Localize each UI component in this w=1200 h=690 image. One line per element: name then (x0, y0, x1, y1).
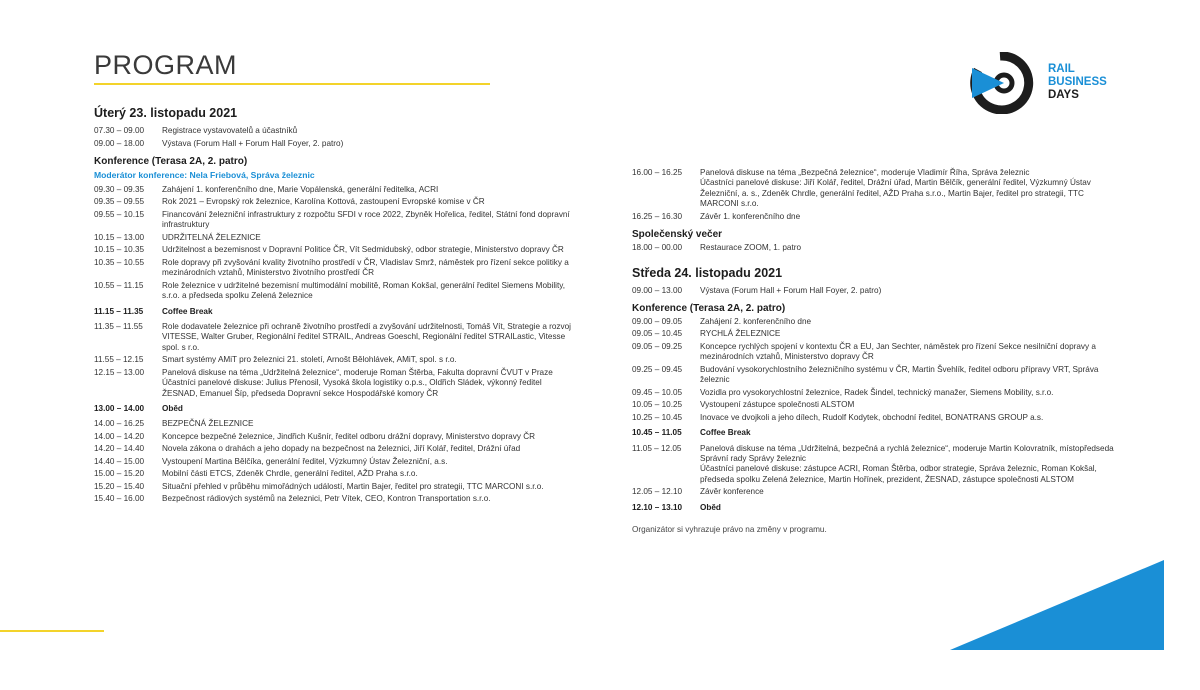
schedule-text-block (162, 368, 574, 399)
schedule-text: Coffee Break (162, 306, 213, 316)
schedule-text-block (162, 281, 574, 302)
organizer-note: Organizátor si vyhrazuje právo na změny v programu. (632, 525, 827, 535)
schedule-time: 12.10 – 13.10 (632, 502, 683, 512)
schedule-time: 09.55 – 10.15 (94, 209, 145, 219)
day1-schedule-list (94, 185, 574, 505)
schedule-text: Zahájení 1. konferenčního dne, Marie Vopálenská, generální ředitelka, ACRI (162, 184, 439, 194)
schedule-time: 09.30 – 09.35 (94, 184, 145, 194)
schedule-text: Role dopravy při zvyšování kvality životního prostředí v ČR, Vladislav Smrž, náměstek pro řízení sekce politiky a mezinárodních vztahů, Ministerstvo životního prostředí ČR (162, 257, 569, 278)
schedule-time: 07.30 – 09.00 (94, 126, 145, 135)
schedule-text: Mobilní části ETCS, Zdeněk Chrdle, generální ředitel, AŽD Praha s.r.o. (162, 469, 418, 479)
schedule-text-block (162, 233, 574, 243)
social-evening-heading: Společenský večer (632, 229, 723, 241)
schedule-time: 10.35 – 10.55 (94, 257, 145, 267)
schedule-text-block (700, 365, 1122, 386)
schedule-time: 11.55 – 12.15 (94, 355, 144, 365)
schedule-row (94, 307, 574, 317)
schedule-row (94, 404, 574, 414)
schedule-text-block (162, 185, 574, 195)
schedule-time: 15.00 – 15.20 (94, 469, 145, 479)
schedule-row (94, 368, 574, 399)
schedule-time: 09.00 – 18.00 (94, 138, 145, 148)
schedule-text-block (700, 212, 1122, 222)
schedule-row (94, 258, 574, 279)
schedule-text-block (162, 494, 574, 504)
schedule-time: 15.20 – 15.40 (94, 481, 145, 491)
day2-intro-list (632, 286, 1122, 296)
schedule-row (632, 243, 1122, 253)
schedule-row (632, 428, 1122, 438)
schedule-time: 13.00 – 14.00 (94, 403, 145, 413)
schedule-text-block (162, 307, 574, 317)
day1-conference-heading: Konference (Terasa 2A, 2. patro) (94, 155, 248, 167)
social-evening-list (632, 243, 1122, 253)
schedule-text-block (162, 432, 574, 442)
schedule-text-block (700, 329, 1122, 339)
schedule-text-block (162, 322, 574, 353)
schedule-text: Inovace ve dvojkoli a jeho dílech, Rudolf Kodytek, obchodní ředitel, BONATRANS GROUP a.s. (700, 412, 1044, 422)
schedule-text: Budování vysokorychlostního železničního systému v ČR, Martin Švehlík, ředitel odboru přípravy VRT, Správa železnic (700, 364, 1099, 385)
corner-triangle-decoration (950, 560, 1164, 650)
schedule-row (94, 233, 574, 243)
schedule-time: 09.35 – 09.55 (94, 197, 145, 207)
schedule-time: 10.15 – 13.00 (94, 232, 145, 242)
schedule-time: 10.45 – 11.05 (632, 428, 682, 438)
schedule-row (94, 139, 574, 149)
schedule-text-block (700, 487, 1122, 497)
schedule-row (632, 503, 1122, 513)
day1-intro-list (94, 126, 574, 149)
schedule-time: 16.25 – 16.30 (632, 211, 683, 221)
schedule-time: 09.05 – 09.25 (632, 341, 683, 351)
schedule-text-block (700, 317, 1122, 327)
schedule-row (632, 168, 1122, 210)
schedule-time: 09.00 – 13.00 (632, 285, 683, 295)
schedule-time: 11.35 – 11.55 (94, 321, 143, 331)
schedule-time: 15.40 – 16.00 (94, 494, 145, 504)
schedule-text-block (162, 419, 574, 429)
schedule-text: Panelová diskuse na téma „Udržitelná, bezpečná a rychlá železnice“, moderuje Martin Kolovratník, místopředseda Správní rady Správy železnic (700, 443, 1114, 463)
schedule-text: Role dodavatele železnice při ochraně životního prostředí a zvyšování udržitelnosti, Tomáš Vít, Strategie a rozvoj VITESSE, Walter Gruber, Regionální ředitel STRAIL, Andreas Goeschl, Regionální ředitel STRAILastic, Vitesse spol. s r.o. (162, 321, 571, 352)
schedule-time: 14.40 – 15.00 (94, 456, 145, 466)
schedule-row (94, 355, 574, 365)
schedule-text-block (700, 286, 1122, 296)
schedule-text: Financování železniční infrastruktury z rozpočtu SFDI v roce 2022, Zbyněk Hořelica, ředitel, Státní fond dopravní infrastruktury (162, 209, 570, 230)
schedule-text: Koncepce bezpečné železnice, Jindřich Kušnír, ředitel odboru drážní dopravy, Ministerstvo dopravy ČR (162, 431, 536, 441)
schedule-time: 12.15 – 13.00 (94, 367, 145, 377)
schedule-row (94, 197, 574, 207)
schedule-text-block (700, 168, 1122, 210)
schedule-text: Oběd (700, 502, 721, 512)
schedule-row (94, 457, 574, 467)
day2-heading: Středa 24. listopadu 2021 (632, 265, 783, 280)
schedule-row (94, 482, 574, 492)
schedule-text: Koncepce rychlých spojení v kontextu ČR a EU, Jan Sechter, náměstek pro řízení Sekce nesilniční dopravy a mezinárodních vztahů, Ministerstvo dopravy ČR (700, 341, 1096, 362)
schedule-text-block (162, 457, 574, 467)
schedule-text: Vozidla pro vysokorychlostní železnice, Radek Šindel, technický manažer, Siemens Mobility, s.r.o. (700, 387, 1054, 397)
schedule-text: Novela zákona o drahách a jeho dopady na bezpečnost na železnici, Jiří Kolář, ředitel, Drážní úřad (162, 444, 521, 454)
schedule-text-block (700, 243, 1122, 253)
bottom-accent-line (0, 630, 104, 632)
schedule-text-block (700, 342, 1122, 363)
schedule-text: Coffee Break (700, 428, 751, 438)
schedule-row (632, 413, 1122, 423)
schedule-time: 10.25 – 10.45 (632, 412, 683, 422)
title-underline (94, 83, 490, 85)
schedule-text-block (162, 258, 574, 279)
schedule-row (632, 444, 1122, 486)
schedule-text-block (162, 245, 574, 255)
schedule-text: Výstava (Forum Hall + Forum Hall Foyer, 2. patro) (700, 285, 882, 295)
schedule-time: 11.15 – 11.35 (94, 306, 144, 316)
logo-line-business: BUSINESS (1048, 76, 1107, 88)
logo-line-rail: RAIL (1048, 63, 1075, 75)
schedule-text-block (162, 444, 574, 454)
schedule-row (94, 185, 574, 195)
schedule-text: Bezpečnost rádiových systémů na železnici, Petr Vítek, CEO, Kontron Transportation s.r.o. (162, 494, 491, 504)
day1-continued-list (632, 168, 1122, 222)
schedule-time: 09.25 – 09.45 (632, 364, 683, 374)
schedule-text: Vystoupení zástupce společnosti ALSTOM (700, 400, 855, 410)
schedule-text: RYCHLÁ ŽELEZNICE (700, 329, 781, 339)
schedule-text-block (700, 503, 1122, 513)
schedule-row (94, 444, 574, 454)
schedule-row (632, 365, 1122, 386)
day2-conference-heading: Konference (Terasa 2A, 2. patro) (632, 302, 786, 314)
schedule-time: 10.55 – 11.15 (94, 280, 144, 290)
schedule-text-block (700, 444, 1122, 486)
schedule-text: UDRŽITELNÁ ŽELEZNICE (162, 232, 261, 242)
logo-line-days: DAYS (1048, 89, 1079, 101)
day2-schedule-list (632, 317, 1122, 513)
schedule-row (94, 210, 574, 231)
schedule-text: Oběd (162, 403, 183, 413)
schedule-time: 11.05 – 12.05 (632, 443, 682, 453)
schedule-text: BEZPEČNÁ ŽELEZNICE (162, 419, 254, 429)
schedule-time: 10.05 – 10.25 (632, 400, 683, 410)
schedule-text-block (162, 126, 574, 136)
day1-heading: Úterý 23. listopadu 2021 (94, 106, 238, 120)
schedule-text: Rok 2021 – Evropský rok železnice, Karolína Kottová, zastoupení Evropské komise v ČR (162, 197, 485, 207)
day1-continued-column (632, 168, 1122, 536)
schedule-row (94, 245, 574, 255)
schedule-time: 16.00 – 16.25 (632, 168, 683, 177)
schedule-text-block (700, 428, 1122, 438)
schedule-text: Závěr 1. konferenčního dne (700, 211, 801, 221)
schedule-text-block (162, 355, 574, 365)
schedule-row (94, 432, 574, 442)
schedule-time: 09.05 – 10.45 (632, 329, 683, 339)
schedule-row (94, 494, 574, 504)
schedule-text: Udržitelnost a bezemisnost v Dopravní Politice ČR, Vít Sedmidubský, odbor strategie, Ministerstvo dopravy ČR (162, 245, 564, 255)
schedule-text-block (700, 413, 1122, 423)
schedule-time: 18.00 – 00.00 (632, 243, 683, 253)
schedule-row (94, 469, 574, 479)
schedule-time: 14.20 – 14.40 (94, 444, 145, 454)
schedule-text-block (700, 388, 1122, 398)
schedule-row (632, 329, 1122, 339)
schedule-row (94, 126, 574, 136)
schedule-time: 12.05 – 12.10 (632, 487, 683, 497)
schedule-text: Panelová diskuse na téma „Udržitelná železnice“, moderuje Roman Štěrba, Fakulta dopravní ČVUT v Praze (162, 367, 553, 377)
schedule-text-block (162, 482, 574, 492)
schedule-time: 09.00 – 09.05 (632, 316, 683, 326)
day1-moderator: Moderátor konference: Nela Friebová, Správa železnic (94, 169, 315, 180)
schedule-row (632, 317, 1122, 327)
schedule-text-block (162, 197, 574, 207)
schedule-row (632, 212, 1122, 222)
schedule-text-block (162, 139, 574, 149)
schedule-text: Registrace vystavovatelů a účastníků (162, 126, 298, 135)
schedule-text: Role železnice v udržitelné bezemisní multimodální mobilitě, Roman Kokšal, generální ředitel Siemens Mobility, s.r.o. a předseda spolku Zelená železnice (162, 280, 566, 301)
schedule-time: 14.00 – 14.20 (94, 431, 145, 441)
schedule-row (632, 487, 1122, 497)
schedule-text-continued: Účastníci panelové diskuse: zástupce ACRI, Roman Štěrba, odbor strategie, Správa železnic, Roman Kokšal, předseda spolku Zelená železnice, Martin Hořínek, prezident, ŽESNAD, zástupce společnosti ALSTOM (700, 464, 1097, 484)
schedule-text: Situační přehled v průběhu mimořádných událostí, Martin Bajer, ředitel pro strategii, TTC MARCONI s.r.o. (162, 481, 544, 491)
schedule-row (632, 388, 1122, 398)
schedule-text-continued: Účastníci panelové diskuse: Jiří Kolář, ředitel, Drážní úřad, Martin Bělčík, generální ředitel, Výzkumný Ústav Železniční, a. s., Zdeněk Chrdle, generální ředitel, AŽD Praha s.r.o., Martin Bajer, ředitel pro strategii, TTC MARCONI s.r.o. (700, 178, 1091, 209)
schedule-text: Smart systémy AMiT pro železnici 21. století, Arnošt Bělohlávek, AMiT, spol. s r.o. (162, 355, 457, 365)
schedule-text: Vystoupení Martina Bělčíka, generální ředitel, Výzkumný Ústav Železniční, a.s. (162, 456, 448, 466)
schedule-text-continued: Účastníci panelové diskuse: Julius Přenosil, Vysoká škola logistiky o.p.s., Oldřich Sládek, výkonný ředitel ŽESNAD, Emanuel Šíp, předseda Dopravní sekce Hospodářské komory ČR (162, 378, 542, 398)
schedule-row (632, 400, 1122, 410)
day1-column (94, 106, 574, 507)
logo-text (1048, 63, 1107, 102)
schedule-row (632, 286, 1122, 296)
schedule-text-block (162, 404, 574, 414)
schedule-row (94, 419, 574, 429)
schedule-row (632, 342, 1122, 363)
schedule-time: 10.15 – 10.35 (94, 245, 145, 255)
schedule-text-block (700, 400, 1122, 410)
schedule-text: Zahájení 2. konferenčního dne (700, 316, 812, 326)
schedule-text: Restaurace ZOOM, 1. patro (700, 243, 802, 253)
schedule-text: Závěr konference (700, 487, 764, 497)
schedule-time: 14.00 – 16.25 (94, 419, 145, 429)
schedule-text-block (162, 210, 574, 231)
schedule-row (94, 322, 574, 353)
schedule-text-block (162, 469, 574, 479)
schedule-row (94, 281, 574, 302)
schedule-text: Výstava (Forum Hall + Forum Hall Foyer, 2. patro) (162, 138, 344, 148)
page-title: PROGRAM (94, 50, 238, 80)
schedule-time: 09.45 – 10.05 (632, 387, 683, 397)
schedule-text: Panelová diskuse na téma „Bezpečná železnice“, moderuje Vladimír Říha, Správa železnic (700, 168, 1030, 177)
